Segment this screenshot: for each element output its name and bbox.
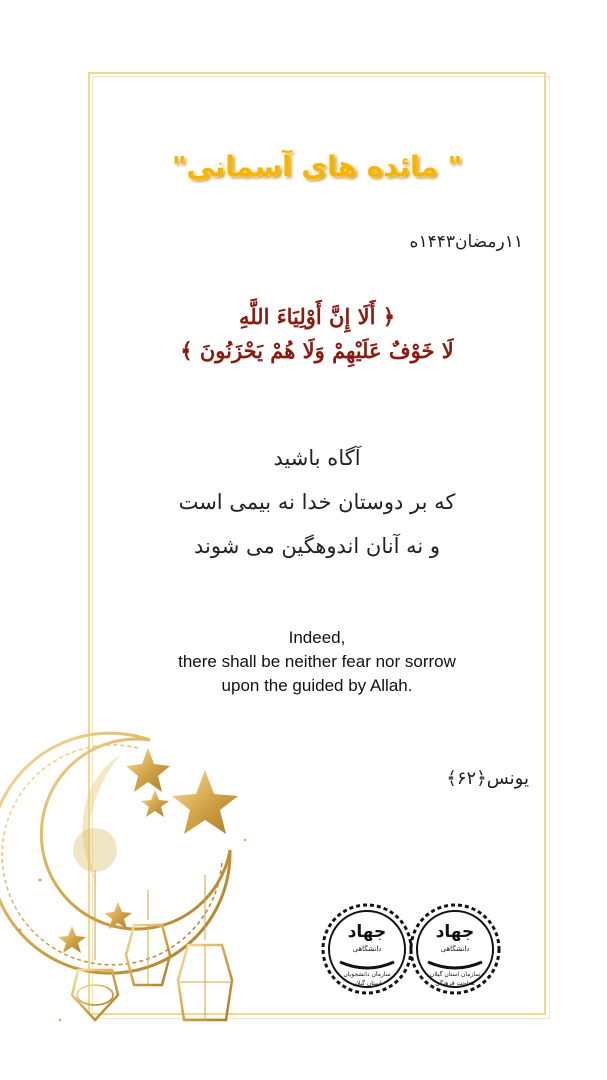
persian-line-2: که بر دوستان خدا نه بیمی است (178, 490, 456, 514)
verse-line-1: ﴿ أَلَا إِنَّ أَوْلِيَاءَ اللَّهِ (238, 304, 396, 329)
logo-bottom-text (320, 970, 414, 988)
logo-bottom-line-2: معاونت فرهنگی (435, 980, 475, 987)
logo-bottom-line-1: سازمان دانشجویان (343, 971, 391, 978)
verse-line-2: لَا خَوْفٌ عَلَيْهِمْ وَلَا هُمْ يَحْزَنُونَ ﴾ (180, 338, 454, 363)
english-line-2: there shall be neither fear nor sorrow (178, 652, 456, 671)
star-icon (126, 748, 170, 792)
logo-sub-text: دانشگاهی (440, 945, 470, 953)
lantern-icon (126, 925, 170, 985)
english-translation (110, 626, 524, 698)
lantern-icon (178, 945, 232, 1020)
jahad-logo-students (320, 902, 414, 996)
logo-bottom-line-2: استان گیلان (352, 980, 382, 987)
date-label: ١١رمضان١۴۴٣ه (409, 232, 523, 252)
logo-bottom-line-1: سازمان استان گیلان (429, 971, 481, 978)
page-title: " مائده های آسمانی" (171, 150, 463, 183)
logo-bottom-text (408, 970, 502, 988)
glitter-icon (73, 828, 117, 872)
persian-line-1: آگاه باشید (273, 446, 361, 470)
persian-translation (110, 436, 524, 568)
logo-main-text: جهاد (435, 922, 475, 942)
ramadan-decoration (0, 720, 260, 1080)
verse-reference: یونس﴿۶۲﴾ (446, 768, 529, 789)
persian-line-3: و نه آنان اندوهگین می شوند (193, 534, 441, 558)
jahad-logo-cultural (408, 902, 502, 996)
star-icon (141, 790, 169, 817)
star-icon (172, 770, 238, 834)
logo-main-text: جهاد (347, 922, 387, 942)
lantern-icon (72, 970, 118, 1020)
english-line-3: upon the guided by Allah. (221, 676, 413, 695)
logo-sub-text: دانشگاهی (352, 945, 382, 953)
english-line-1: Indeed, (288, 628, 346, 647)
star-icon (58, 926, 86, 953)
quran-verse (110, 300, 524, 368)
